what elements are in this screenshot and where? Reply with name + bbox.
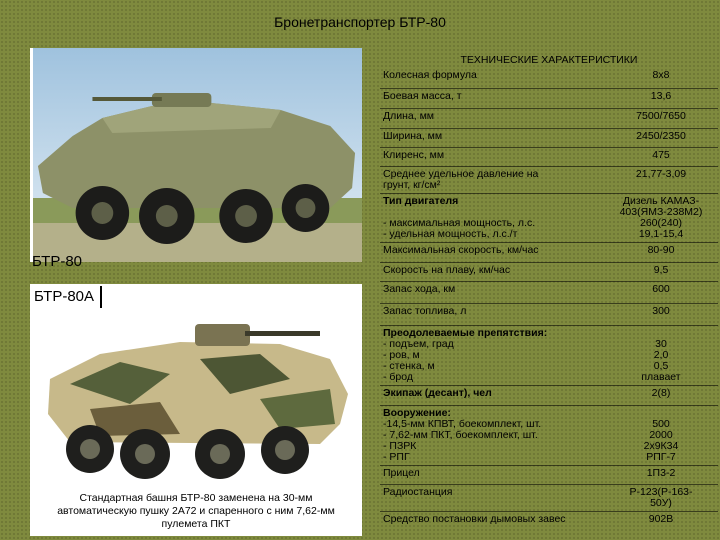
spec-value	[603, 325, 718, 385]
spec-label-line: Экипаж (десант), чел	[383, 386, 492, 399]
spec-label-line: Преодолеваемые препятствия:	[383, 326, 548, 339]
spec-label	[380, 193, 603, 242]
page-title: Бронетранспортер БТР-80	[274, 14, 446, 30]
spec-value-line: РПГ-7	[646, 450, 676, 463]
spec-value-line: 7500/7650	[636, 109, 686, 122]
spec-label-line: Запас топлива, л	[383, 304, 467, 317]
spec-value	[603, 484, 718, 511]
spec-value-line: 300	[652, 304, 670, 317]
btr80-label: БТР-80	[32, 253, 83, 270]
specs-table-container	[380, 50, 718, 535]
spec-label-line: Максимальная скорость, км/час	[383, 243, 539, 256]
spec-row	[380, 147, 718, 166]
btr80a-label: БТР-80А	[32, 286, 102, 308]
spec-label	[380, 303, 603, 325]
specs-header: ТЕХНИЧЕСКИЕ ХАРАКТЕРИСТИКИ	[460, 54, 638, 66]
spec-value-line: 80-90	[647, 243, 675, 256]
spec-value-line: 30	[655, 337, 667, 350]
spec-label-line: - РПГ	[383, 450, 410, 463]
spec-label-line: Тип двигателя	[383, 194, 459, 207]
spec-row	[380, 193, 718, 242]
spec-row	[380, 88, 718, 108]
specs-table	[380, 68, 718, 535]
spec-label	[380, 128, 603, 147]
spec-value-line: 2450/2350	[636, 129, 686, 142]
spec-row	[380, 281, 718, 303]
spec-label-line: Радиостанция	[383, 485, 453, 498]
spec-label-line: - максимальная мощность, л.с.	[383, 216, 536, 229]
spec-value-line: Дизель КАМАЗ-	[622, 194, 700, 207]
spec-label	[380, 242, 603, 262]
spec-value-line: 260(240)	[639, 216, 683, 229]
spec-label-line: Длина, мм	[383, 109, 435, 122]
spec-value	[603, 193, 718, 242]
spec-label	[380, 465, 603, 484]
spec-value-line: 500	[652, 417, 670, 430]
caption-line: Стандартная башня БТР-80 заменена на 30-мм	[79, 491, 313, 504]
spec-value-line: 50У)	[650, 496, 672, 509]
spec-label-line: Ширина, мм	[383, 129, 443, 142]
btr80a-photo	[30, 284, 362, 486]
spec-label-line: Запас хода, км	[383, 282, 456, 295]
spec-value-line: 8х8	[652, 69, 670, 81]
spec-label	[380, 325, 603, 385]
spec-label	[380, 166, 603, 193]
spec-value-line: 475	[652, 148, 670, 161]
spec-label-line: Вооружение:	[383, 406, 451, 419]
spec-row	[380, 484, 718, 511]
spec-label	[380, 147, 603, 166]
caption-line: пулемета ПКТ	[161, 517, 231, 530]
spec-label	[380, 88, 603, 108]
spec-label-line: - удельная мощность, л.с./т	[383, 227, 518, 240]
spec-value-line: Р-123(Р-163-	[629, 485, 693, 498]
spec-label-line: Прицел	[383, 466, 420, 479]
spec-row	[380, 325, 718, 385]
spec-row	[380, 128, 718, 147]
spec-label	[380, 385, 603, 405]
spec-label-line: - брод	[383, 370, 414, 383]
spec-value	[603, 68, 718, 88]
spec-value	[603, 385, 718, 405]
spec-value-line: 1П3-2	[646, 466, 676, 479]
spec-label-line: Боевая масса, т	[383, 89, 462, 102]
spec-label-line: Скорость на плаву, км/час	[383, 263, 511, 276]
spec-label-line: - подъем, град	[383, 337, 454, 350]
spec-value	[603, 303, 718, 325]
spec-label-line: Средство постановки дымовых завес	[383, 512, 566, 525]
btr80-image	[33, 48, 362, 262]
spec-value	[603, 262, 718, 281]
spec-label-line: Клиренс, мм	[383, 148, 445, 161]
spec-label-line	[383, 207, 600, 218]
spec-value	[603, 405, 718, 465]
spec-row	[380, 242, 718, 262]
spec-value-line	[606, 408, 716, 419]
spec-value	[603, 147, 718, 166]
spec-label-line: Колесная формула	[383, 69, 477, 81]
spec-value	[603, 511, 718, 535]
spec-row	[380, 405, 718, 465]
spec-label	[380, 281, 603, 303]
spec-label-line: грунт, кг/см²	[383, 178, 441, 191]
spec-label	[380, 108, 603, 128]
spec-value-line	[606, 328, 716, 339]
spec-value-line: плавает	[641, 370, 681, 383]
spec-label-line: - ПЗРК	[383, 439, 417, 452]
spec-label-line: - 7,62-мм ПКТ, боекомплект, шт.	[383, 428, 538, 441]
spec-value-line: 2(8)	[651, 386, 671, 399]
spec-value	[603, 128, 718, 147]
btr80-photo	[30, 48, 362, 262]
spec-value-line: 21,77-3,09	[635, 167, 687, 180]
spec-row	[380, 166, 718, 193]
spec-row	[380, 303, 718, 325]
spec-row	[380, 465, 718, 484]
spec-row	[380, 68, 718, 88]
spec-value-line: 19,1-15,4	[638, 227, 684, 240]
spec-value-line: 2000	[649, 428, 673, 441]
spec-value	[603, 465, 718, 484]
spec-row	[380, 385, 718, 405]
spec-label-line: Среднее удельное давление на	[383, 167, 539, 180]
spec-value	[603, 281, 718, 303]
caption-line: автоматическую пушку 2А72 и спаренного с ним 7,62-мм	[57, 504, 335, 517]
spec-value-line: 902В	[648, 512, 674, 525]
spec-label	[380, 484, 603, 511]
spec-label	[380, 511, 603, 535]
spec-label	[380, 405, 603, 465]
spec-value-line: 2,0	[653, 348, 669, 361]
spec-row	[380, 511, 718, 535]
spec-value	[603, 88, 718, 108]
spec-value-line: 0,5	[653, 359, 669, 372]
btr80a-image	[30, 284, 362, 486]
spec-label-line: -14,5-мм КПВТ, боекомплект, шт.	[383, 417, 542, 430]
spec-value-line: 403(ЯМЗ-238М2)	[619, 205, 703, 218]
spec-value-line: 9,5	[653, 263, 669, 276]
spec-row	[380, 262, 718, 281]
spec-value-line: 2х9К34	[643, 439, 679, 452]
spec-value-line: 600	[652, 282, 670, 295]
spec-label	[380, 68, 603, 88]
spec-value-line: 13,6	[650, 89, 672, 102]
spec-label	[380, 262, 603, 281]
spec-value	[603, 108, 718, 128]
spec-row	[380, 108, 718, 128]
photo-caption	[30, 486, 362, 536]
spec-label-line: - ров, м	[383, 348, 420, 361]
spec-value	[603, 242, 718, 262]
spec-value	[603, 166, 718, 193]
spec-label-line: - стенка, м	[383, 359, 435, 372]
